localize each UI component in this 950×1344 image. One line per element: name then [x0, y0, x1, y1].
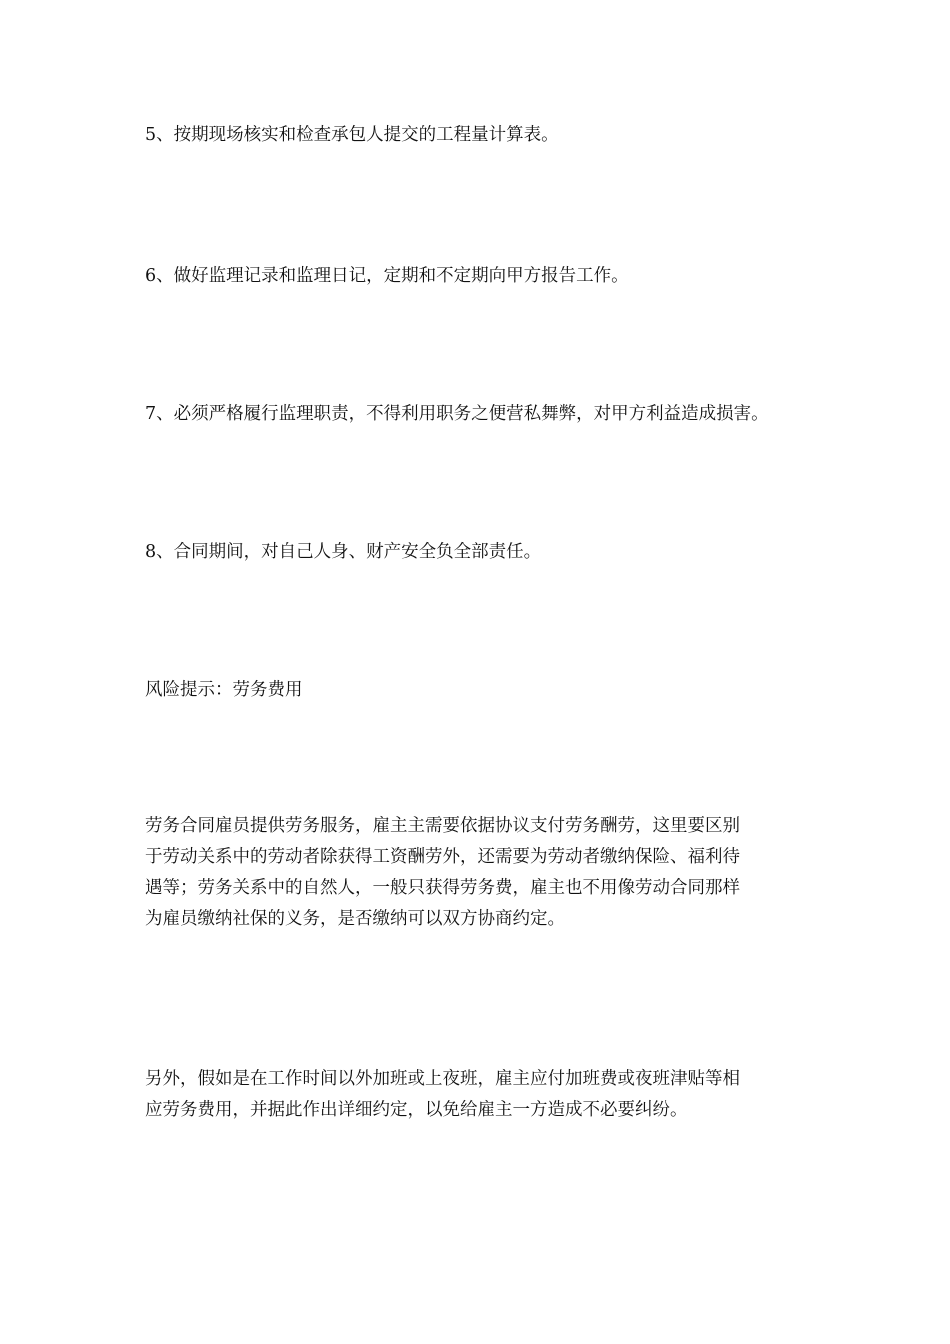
- paragraph-line: 为雇员缴纳社保的义务，是否缴纳可以双方协商约定。: [145, 909, 565, 929]
- paragraph-line: 遇等；劳务关系中的自然人，一般只获得劳务费，雇主也不用像劳动合同那样: [145, 878, 740, 898]
- paragraph-labor-fees: [145, 811, 805, 935]
- paragraph-line: 另外，假如是在工作时间以外加班或上夜班，雇主应付加班费或夜班津贴等相: [145, 1069, 740, 1089]
- paragraph-line: 劳务合同雇员提供劳务服务，雇主主需要依据协议支付劳务酬劳，这里要区别: [145, 816, 740, 836]
- list-item-7: 7、必须严格履行监理职责，不得利用职务之便营私舞弊，对甲方利益造成损害。: [145, 404, 769, 424]
- section-heading: 风险提示：劳务费用: [145, 680, 303, 700]
- paragraph-line: 于劳动关系中的劳动者除获得工资酬劳外，还需要为劳动者缴纳保险、福利待: [145, 847, 740, 867]
- list-item-6: 6、做好监理记录和监理日记，定期和不定期向甲方报告工作。: [145, 266, 629, 286]
- list-item-5: 5、按期现场核实和检查承包人提交的工程量计算表。: [145, 125, 559, 145]
- list-item-8: 8、合同期间，对自己人身、财产安全负全部责任。: [145, 542, 542, 562]
- paragraph-line: 应劳务费用，并据此作出详细约定，以免给雇主一方造成不必要纠纷。: [145, 1100, 688, 1120]
- paragraph-overtime: [145, 1064, 805, 1126]
